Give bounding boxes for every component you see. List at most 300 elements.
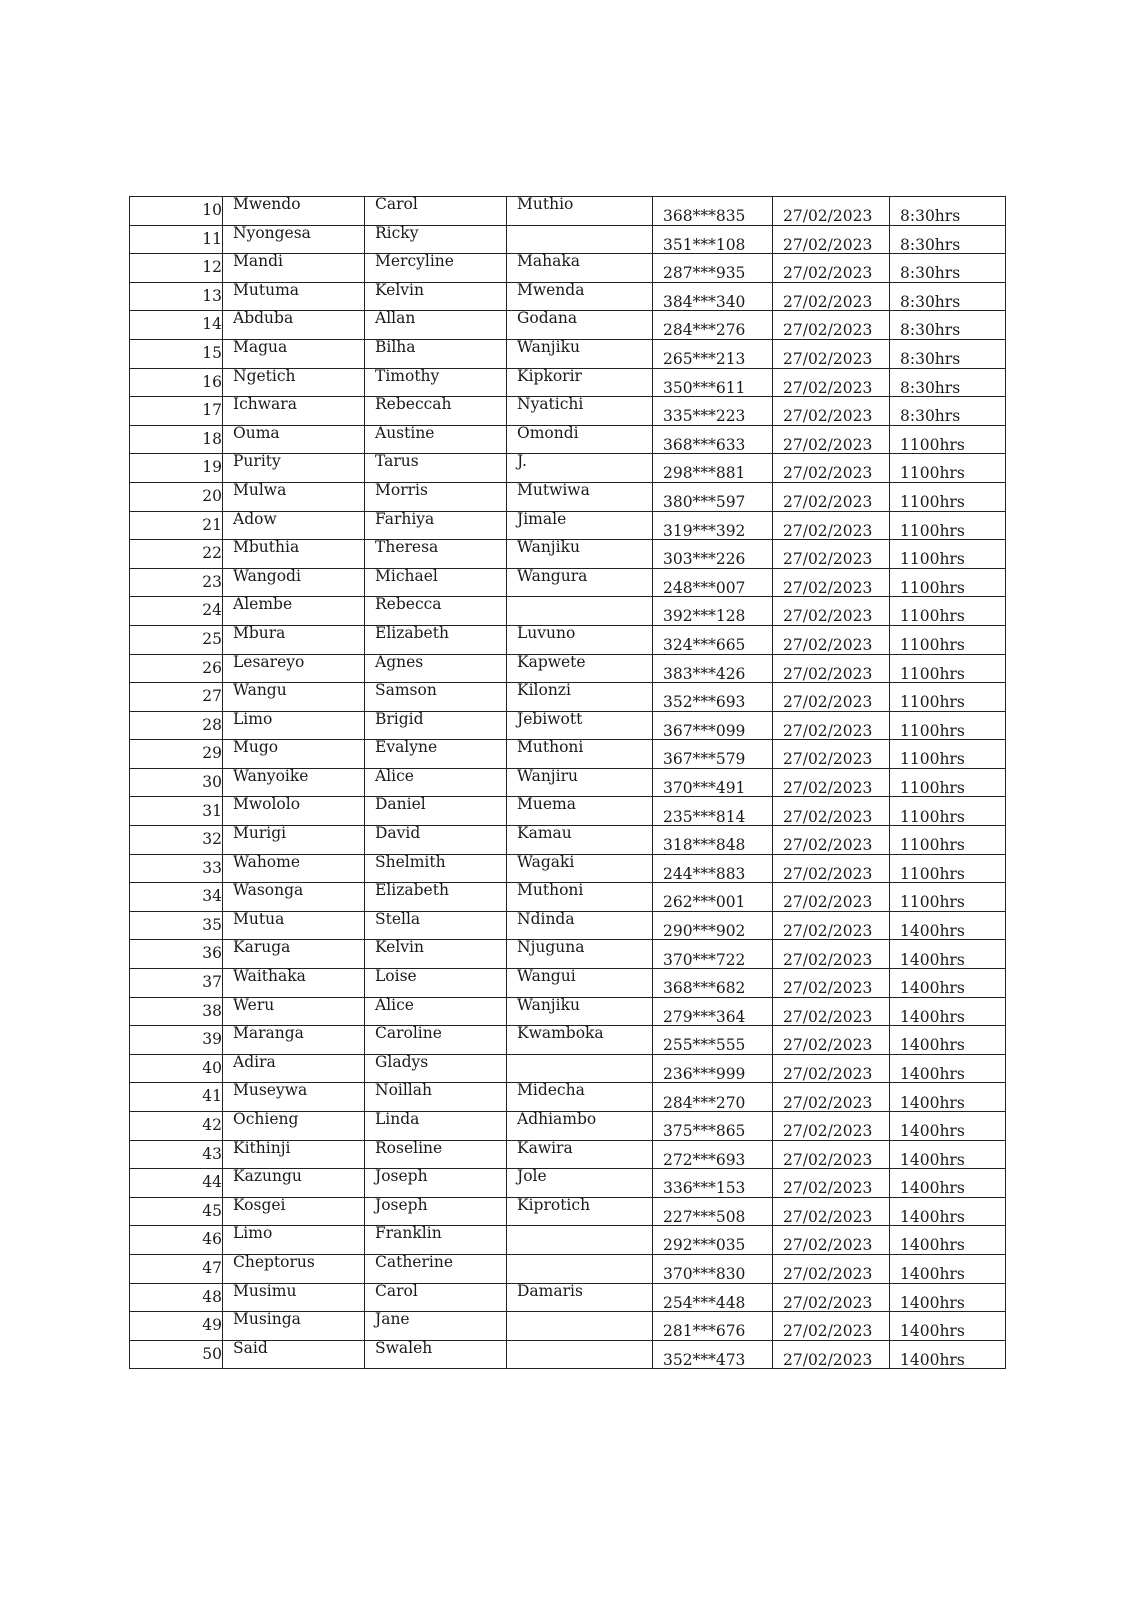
surname-cell: Wasonga	[223, 883, 365, 912]
time-cell: 1400hrs	[890, 1054, 1006, 1083]
row-number: 43	[130, 1140, 223, 1169]
table-row	[130, 511, 1006, 540]
id-number-cell: 284***276	[653, 311, 773, 340]
table-row	[130, 311, 1006, 340]
time-cell: 1400hrs	[890, 1140, 1006, 1169]
other-name-cell: Jebiwott	[507, 711, 653, 740]
surname-cell: Musinga	[223, 1312, 365, 1341]
id-number-cell: 368***835	[653, 197, 773, 226]
table-row	[130, 883, 1006, 912]
id-number-cell: 248***007	[653, 568, 773, 597]
date-cell: 27/02/2023	[773, 397, 890, 426]
surname-cell: Maranga	[223, 1026, 365, 1055]
other-name-cell	[507, 1340, 653, 1369]
row-number: 50	[130, 1340, 223, 1369]
other-name-cell: Jimale	[507, 511, 653, 540]
time-cell: 1100hrs	[890, 482, 1006, 511]
time-cell: 1100hrs	[890, 826, 1006, 855]
surname-cell: Abduba	[223, 311, 365, 340]
first-name-cell: Carol	[365, 1283, 507, 1312]
table-row	[130, 1140, 1006, 1169]
id-number-cell: 236***999	[653, 1054, 773, 1083]
surname-cell: Karuga	[223, 940, 365, 969]
row-number: 33	[130, 854, 223, 883]
table-row	[130, 1197, 1006, 1226]
other-name-cell: Wanjiru	[507, 768, 653, 797]
date-cell: 27/02/2023	[773, 1026, 890, 1055]
row-number: 24	[130, 597, 223, 626]
other-name-cell: Kamau	[507, 826, 653, 855]
surname-cell: Ouma	[223, 425, 365, 454]
surname-cell: Nyongesa	[223, 225, 365, 254]
table-row	[130, 597, 1006, 626]
id-number-cell: 303***226	[653, 540, 773, 569]
row-number: 38	[130, 997, 223, 1026]
time-cell: 1100hrs	[890, 454, 1006, 483]
surname-cell: Said	[223, 1340, 365, 1369]
date-cell: 27/02/2023	[773, 854, 890, 883]
first-name-cell: Allan	[365, 311, 507, 340]
first-name-cell: Caroline	[365, 1026, 507, 1055]
surname-cell: Waithaka	[223, 969, 365, 998]
surname-cell: Wanyoike	[223, 768, 365, 797]
surname-cell: Mugo	[223, 740, 365, 769]
time-cell: 1400hrs	[890, 1283, 1006, 1312]
time-cell: 1400hrs	[890, 1169, 1006, 1198]
row-number: 34	[130, 883, 223, 912]
row-number: 15	[130, 339, 223, 368]
date-cell: 27/02/2023	[773, 654, 890, 683]
row-number: 40	[130, 1054, 223, 1083]
other-name-cell	[507, 1054, 653, 1083]
id-number-cell: 227***508	[653, 1197, 773, 1226]
table-row	[130, 1054, 1006, 1083]
first-name-cell: Kelvin	[365, 940, 507, 969]
other-name-cell: Kilonzi	[507, 683, 653, 712]
id-number-cell: 352***693	[653, 683, 773, 712]
time-cell: 1400hrs	[890, 1197, 1006, 1226]
surname-cell: Mutuma	[223, 282, 365, 311]
id-number-cell: 370***722	[653, 940, 773, 969]
date-cell: 27/02/2023	[773, 1283, 890, 1312]
other-name-cell	[507, 1226, 653, 1255]
first-name-cell: Tarus	[365, 454, 507, 483]
table-row	[130, 1226, 1006, 1255]
date-cell: 27/02/2023	[773, 511, 890, 540]
first-name-cell: Elizabeth	[365, 625, 507, 654]
other-name-cell: Muthoni	[507, 883, 653, 912]
first-name-cell: Alice	[365, 768, 507, 797]
other-name-cell: Mutwiwa	[507, 482, 653, 511]
time-cell: 8:30hrs	[890, 368, 1006, 397]
other-name-cell: J.	[507, 454, 653, 483]
id-number-cell: 281***676	[653, 1312, 773, 1341]
id-number-cell: 279***364	[653, 997, 773, 1026]
other-name-cell: Ndinda	[507, 911, 653, 940]
row-number: 10	[130, 197, 223, 226]
time-cell: 1100hrs	[890, 625, 1006, 654]
row-number: 42	[130, 1112, 223, 1141]
date-cell: 27/02/2023	[773, 826, 890, 855]
table-row	[130, 854, 1006, 883]
first-name-cell: David	[365, 826, 507, 855]
surname-cell: Wahome	[223, 854, 365, 883]
first-name-cell: Evalyne	[365, 740, 507, 769]
id-number-cell: 368***633	[653, 425, 773, 454]
first-name-cell: Noillah	[365, 1083, 507, 1112]
first-name-cell: Samson	[365, 683, 507, 712]
first-name-cell: Shelmith	[365, 854, 507, 883]
other-name-cell: Godana	[507, 311, 653, 340]
other-name-cell: Damaris	[507, 1283, 653, 1312]
id-number-cell: 318***848	[653, 826, 773, 855]
other-name-cell: Wagaki	[507, 854, 653, 883]
date-cell: 27/02/2023	[773, 1254, 890, 1283]
id-number-cell: 262***001	[653, 883, 773, 912]
surname-cell: Museywa	[223, 1083, 365, 1112]
row-number: 11	[130, 225, 223, 254]
row-number: 39	[130, 1026, 223, 1055]
date-cell: 27/02/2023	[773, 1140, 890, 1169]
roster-table	[129, 196, 1006, 1369]
time-cell: 8:30hrs	[890, 225, 1006, 254]
date-cell: 27/02/2023	[773, 883, 890, 912]
row-number: 48	[130, 1283, 223, 1312]
id-number-cell: 292***035	[653, 1226, 773, 1255]
id-number-cell: 287***935	[653, 254, 773, 283]
id-number-cell: 254***448	[653, 1283, 773, 1312]
table-row	[130, 940, 1006, 969]
surname-cell: Purity	[223, 454, 365, 483]
id-number-cell: 350***611	[653, 368, 773, 397]
table-row	[130, 654, 1006, 683]
other-name-cell: Jole	[507, 1169, 653, 1198]
id-number-cell: 235***814	[653, 797, 773, 826]
table-row	[130, 368, 1006, 397]
other-name-cell: Wanjiku	[507, 997, 653, 1026]
table-row	[130, 1254, 1006, 1283]
first-name-cell: Catherine	[365, 1254, 507, 1283]
date-cell: 27/02/2023	[773, 997, 890, 1026]
first-name-cell: Austine	[365, 425, 507, 454]
time-cell: 1100hrs	[890, 425, 1006, 454]
surname-cell: Kithinji	[223, 1140, 365, 1169]
first-name-cell: Ricky	[365, 225, 507, 254]
table-row	[130, 282, 1006, 311]
first-name-cell: Roseline	[365, 1140, 507, 1169]
surname-cell: Kosgei	[223, 1197, 365, 1226]
first-name-cell: Gladys	[365, 1054, 507, 1083]
first-name-cell: Loise	[365, 969, 507, 998]
date-cell: 27/02/2023	[773, 568, 890, 597]
table-row	[130, 339, 1006, 368]
id-number-cell: 383***426	[653, 654, 773, 683]
other-name-cell	[507, 1312, 653, 1341]
table-row	[130, 826, 1006, 855]
other-name-cell	[507, 1254, 653, 1283]
first-name-cell: Mercyline	[365, 254, 507, 283]
table-row	[130, 1026, 1006, 1055]
time-cell: 8:30hrs	[890, 254, 1006, 283]
time-cell: 1400hrs	[890, 1026, 1006, 1055]
table-row	[130, 568, 1006, 597]
date-cell: 27/02/2023	[773, 797, 890, 826]
row-number: 35	[130, 911, 223, 940]
time-cell: 1100hrs	[890, 711, 1006, 740]
row-number: 22	[130, 540, 223, 569]
first-name-cell: Joseph	[365, 1197, 507, 1226]
other-name-cell: Kapwete	[507, 654, 653, 683]
time-cell: 1400hrs	[890, 940, 1006, 969]
surname-cell: Adow	[223, 511, 365, 540]
roster-table-body	[130, 197, 1006, 1369]
surname-cell: Ochieng	[223, 1112, 365, 1141]
other-name-cell: Mwenda	[507, 282, 653, 311]
row-number: 31	[130, 797, 223, 826]
other-name-cell: Nyatichi	[507, 397, 653, 426]
table-row	[130, 454, 1006, 483]
date-cell: 27/02/2023	[773, 368, 890, 397]
table-row	[130, 482, 1006, 511]
other-name-cell: Njuguna	[507, 940, 653, 969]
surname-cell: Weru	[223, 997, 365, 1026]
date-cell: 27/02/2023	[773, 911, 890, 940]
row-number: 25	[130, 625, 223, 654]
date-cell: 27/02/2023	[773, 711, 890, 740]
row-number: 20	[130, 482, 223, 511]
first-name-cell: Franklin	[365, 1226, 507, 1255]
table-row	[130, 1283, 1006, 1312]
table-row	[130, 225, 1006, 254]
id-number-cell: 392***128	[653, 597, 773, 626]
time-cell: 1400hrs	[890, 1083, 1006, 1112]
table-row	[130, 997, 1006, 1026]
row-number: 46	[130, 1226, 223, 1255]
time-cell: 8:30hrs	[890, 339, 1006, 368]
date-cell: 27/02/2023	[773, 740, 890, 769]
surname-cell: Murigi	[223, 826, 365, 855]
time-cell: 1400hrs	[890, 1312, 1006, 1341]
surname-cell: Mbuthia	[223, 540, 365, 569]
time-cell: 8:30hrs	[890, 311, 1006, 340]
row-number: 49	[130, 1312, 223, 1341]
other-name-cell: Muthio	[507, 197, 653, 226]
other-name-cell	[507, 225, 653, 254]
row-number: 45	[130, 1197, 223, 1226]
row-number: 13	[130, 282, 223, 311]
surname-cell: Mbura	[223, 625, 365, 654]
other-name-cell: Adhiambo	[507, 1112, 653, 1141]
other-name-cell: Muema	[507, 797, 653, 826]
first-name-cell: Agnes	[365, 654, 507, 683]
time-cell: 1100hrs	[890, 768, 1006, 797]
row-number: 19	[130, 454, 223, 483]
date-cell: 27/02/2023	[773, 254, 890, 283]
date-cell: 27/02/2023	[773, 683, 890, 712]
date-cell: 27/02/2023	[773, 768, 890, 797]
table-row	[130, 425, 1006, 454]
time-cell: 1100hrs	[890, 540, 1006, 569]
time-cell: 1400hrs	[890, 969, 1006, 998]
other-name-cell: Wanjiku	[507, 540, 653, 569]
row-number: 30	[130, 768, 223, 797]
table-row	[130, 1312, 1006, 1341]
row-number: 36	[130, 940, 223, 969]
time-cell: 1100hrs	[890, 883, 1006, 912]
id-number-cell: 265***213	[653, 339, 773, 368]
date-cell: 27/02/2023	[773, 1054, 890, 1083]
id-number-cell: 284***270	[653, 1083, 773, 1112]
row-number: 28	[130, 711, 223, 740]
date-cell: 27/02/2023	[773, 425, 890, 454]
first-name-cell: Rebecca	[365, 597, 507, 626]
other-name-cell: Mahaka	[507, 254, 653, 283]
row-number: 17	[130, 397, 223, 426]
date-cell: 27/02/2023	[773, 1226, 890, 1255]
other-name-cell	[507, 597, 653, 626]
date-cell: 27/02/2023	[773, 597, 890, 626]
date-cell: 27/02/2023	[773, 225, 890, 254]
id-number-cell: 367***579	[653, 740, 773, 769]
date-cell: 27/02/2023	[773, 339, 890, 368]
id-number-cell: 255***555	[653, 1026, 773, 1055]
table-row	[130, 254, 1006, 283]
first-name-cell: Joseph	[365, 1169, 507, 1198]
surname-cell: Mwendo	[223, 197, 365, 226]
table-row	[130, 625, 1006, 654]
id-number-cell: 290***902	[653, 911, 773, 940]
surname-cell: Limo	[223, 711, 365, 740]
surname-cell: Wangu	[223, 683, 365, 712]
id-number-cell: 319***392	[653, 511, 773, 540]
table-row	[130, 1169, 1006, 1198]
time-cell: 1100hrs	[890, 740, 1006, 769]
first-name-cell: Theresa	[365, 540, 507, 569]
row-number: 41	[130, 1083, 223, 1112]
time-cell: 1100hrs	[890, 797, 1006, 826]
date-cell: 27/02/2023	[773, 540, 890, 569]
first-name-cell: Morris	[365, 482, 507, 511]
id-number-cell: 368***682	[653, 969, 773, 998]
row-number: 14	[130, 311, 223, 340]
time-cell: 1100hrs	[890, 654, 1006, 683]
other-name-cell: Kipkorir	[507, 368, 653, 397]
id-number-cell: 370***491	[653, 768, 773, 797]
surname-cell: Magua	[223, 339, 365, 368]
row-number: 21	[130, 511, 223, 540]
other-name-cell: Kawira	[507, 1140, 653, 1169]
date-cell: 27/02/2023	[773, 482, 890, 511]
id-number-cell: 272***693	[653, 1140, 773, 1169]
table-row	[130, 197, 1006, 226]
row-number: 27	[130, 683, 223, 712]
surname-cell: Ichwara	[223, 397, 365, 426]
date-cell: 27/02/2023	[773, 454, 890, 483]
table-row	[130, 683, 1006, 712]
row-number: 26	[130, 654, 223, 683]
table-row	[130, 1340, 1006, 1369]
surname-cell: Mwololo	[223, 797, 365, 826]
other-name-cell: Omondi	[507, 425, 653, 454]
table-row	[130, 768, 1006, 797]
first-name-cell: Timothy	[365, 368, 507, 397]
surname-cell: Limo	[223, 1226, 365, 1255]
date-cell: 27/02/2023	[773, 1169, 890, 1198]
date-cell: 27/02/2023	[773, 1312, 890, 1341]
other-name-cell: Kiprotich	[507, 1197, 653, 1226]
date-cell: 27/02/2023	[773, 969, 890, 998]
row-number: 16	[130, 368, 223, 397]
other-name-cell: Muthoni	[507, 740, 653, 769]
time-cell: 8:30hrs	[890, 197, 1006, 226]
first-name-cell: Farhiya	[365, 511, 507, 540]
surname-cell: Mandi	[223, 254, 365, 283]
date-cell: 27/02/2023	[773, 625, 890, 654]
id-number-cell: 352***473	[653, 1340, 773, 1369]
date-cell: 27/02/2023	[773, 282, 890, 311]
time-cell: 8:30hrs	[890, 282, 1006, 311]
table-row	[130, 397, 1006, 426]
row-number: 18	[130, 425, 223, 454]
row-number: 47	[130, 1254, 223, 1283]
time-cell: 1100hrs	[890, 597, 1006, 626]
time-cell: 1400hrs	[890, 997, 1006, 1026]
time-cell: 1100hrs	[890, 854, 1006, 883]
row-number: 29	[130, 740, 223, 769]
surname-cell: Mutua	[223, 911, 365, 940]
id-number-cell: 244***883	[653, 854, 773, 883]
first-name-cell: Swaleh	[365, 1340, 507, 1369]
table-row	[130, 911, 1006, 940]
table-row	[130, 711, 1006, 740]
table-row	[130, 540, 1006, 569]
first-name-cell: Jane	[365, 1312, 507, 1341]
time-cell: 1100hrs	[890, 683, 1006, 712]
time-cell: 1400hrs	[890, 911, 1006, 940]
id-number-cell: 324***665	[653, 625, 773, 654]
table-row	[130, 740, 1006, 769]
surname-cell: Ngetich	[223, 368, 365, 397]
surname-cell: Kazungu	[223, 1169, 365, 1198]
surname-cell: Mulwa	[223, 482, 365, 511]
id-number-cell: 351***108	[653, 225, 773, 254]
first-name-cell: Alice	[365, 997, 507, 1026]
other-name-cell: Luvuno	[507, 625, 653, 654]
date-cell: 27/02/2023	[773, 1197, 890, 1226]
id-number-cell: 298***881	[653, 454, 773, 483]
surname-cell: Cheptorus	[223, 1254, 365, 1283]
date-cell: 27/02/2023	[773, 1083, 890, 1112]
surname-cell: Lesareyo	[223, 654, 365, 683]
id-number-cell: 380***597	[653, 482, 773, 511]
time-cell: 1400hrs	[890, 1226, 1006, 1255]
date-cell: 27/02/2023	[773, 1112, 890, 1141]
time-cell: 1100hrs	[890, 511, 1006, 540]
table-row	[130, 797, 1006, 826]
other-name-cell: Wangura	[507, 568, 653, 597]
table-row	[130, 969, 1006, 998]
date-cell: 27/02/2023	[773, 197, 890, 226]
first-name-cell: Rebeccah	[365, 397, 507, 426]
first-name-cell: Bilha	[365, 339, 507, 368]
date-cell: 27/02/2023	[773, 940, 890, 969]
time-cell: 1400hrs	[890, 1112, 1006, 1141]
surname-cell: Wangodi	[223, 568, 365, 597]
row-number: 44	[130, 1169, 223, 1198]
row-number: 32	[130, 826, 223, 855]
date-cell: 27/02/2023	[773, 311, 890, 340]
other-name-cell: Wangui	[507, 969, 653, 998]
